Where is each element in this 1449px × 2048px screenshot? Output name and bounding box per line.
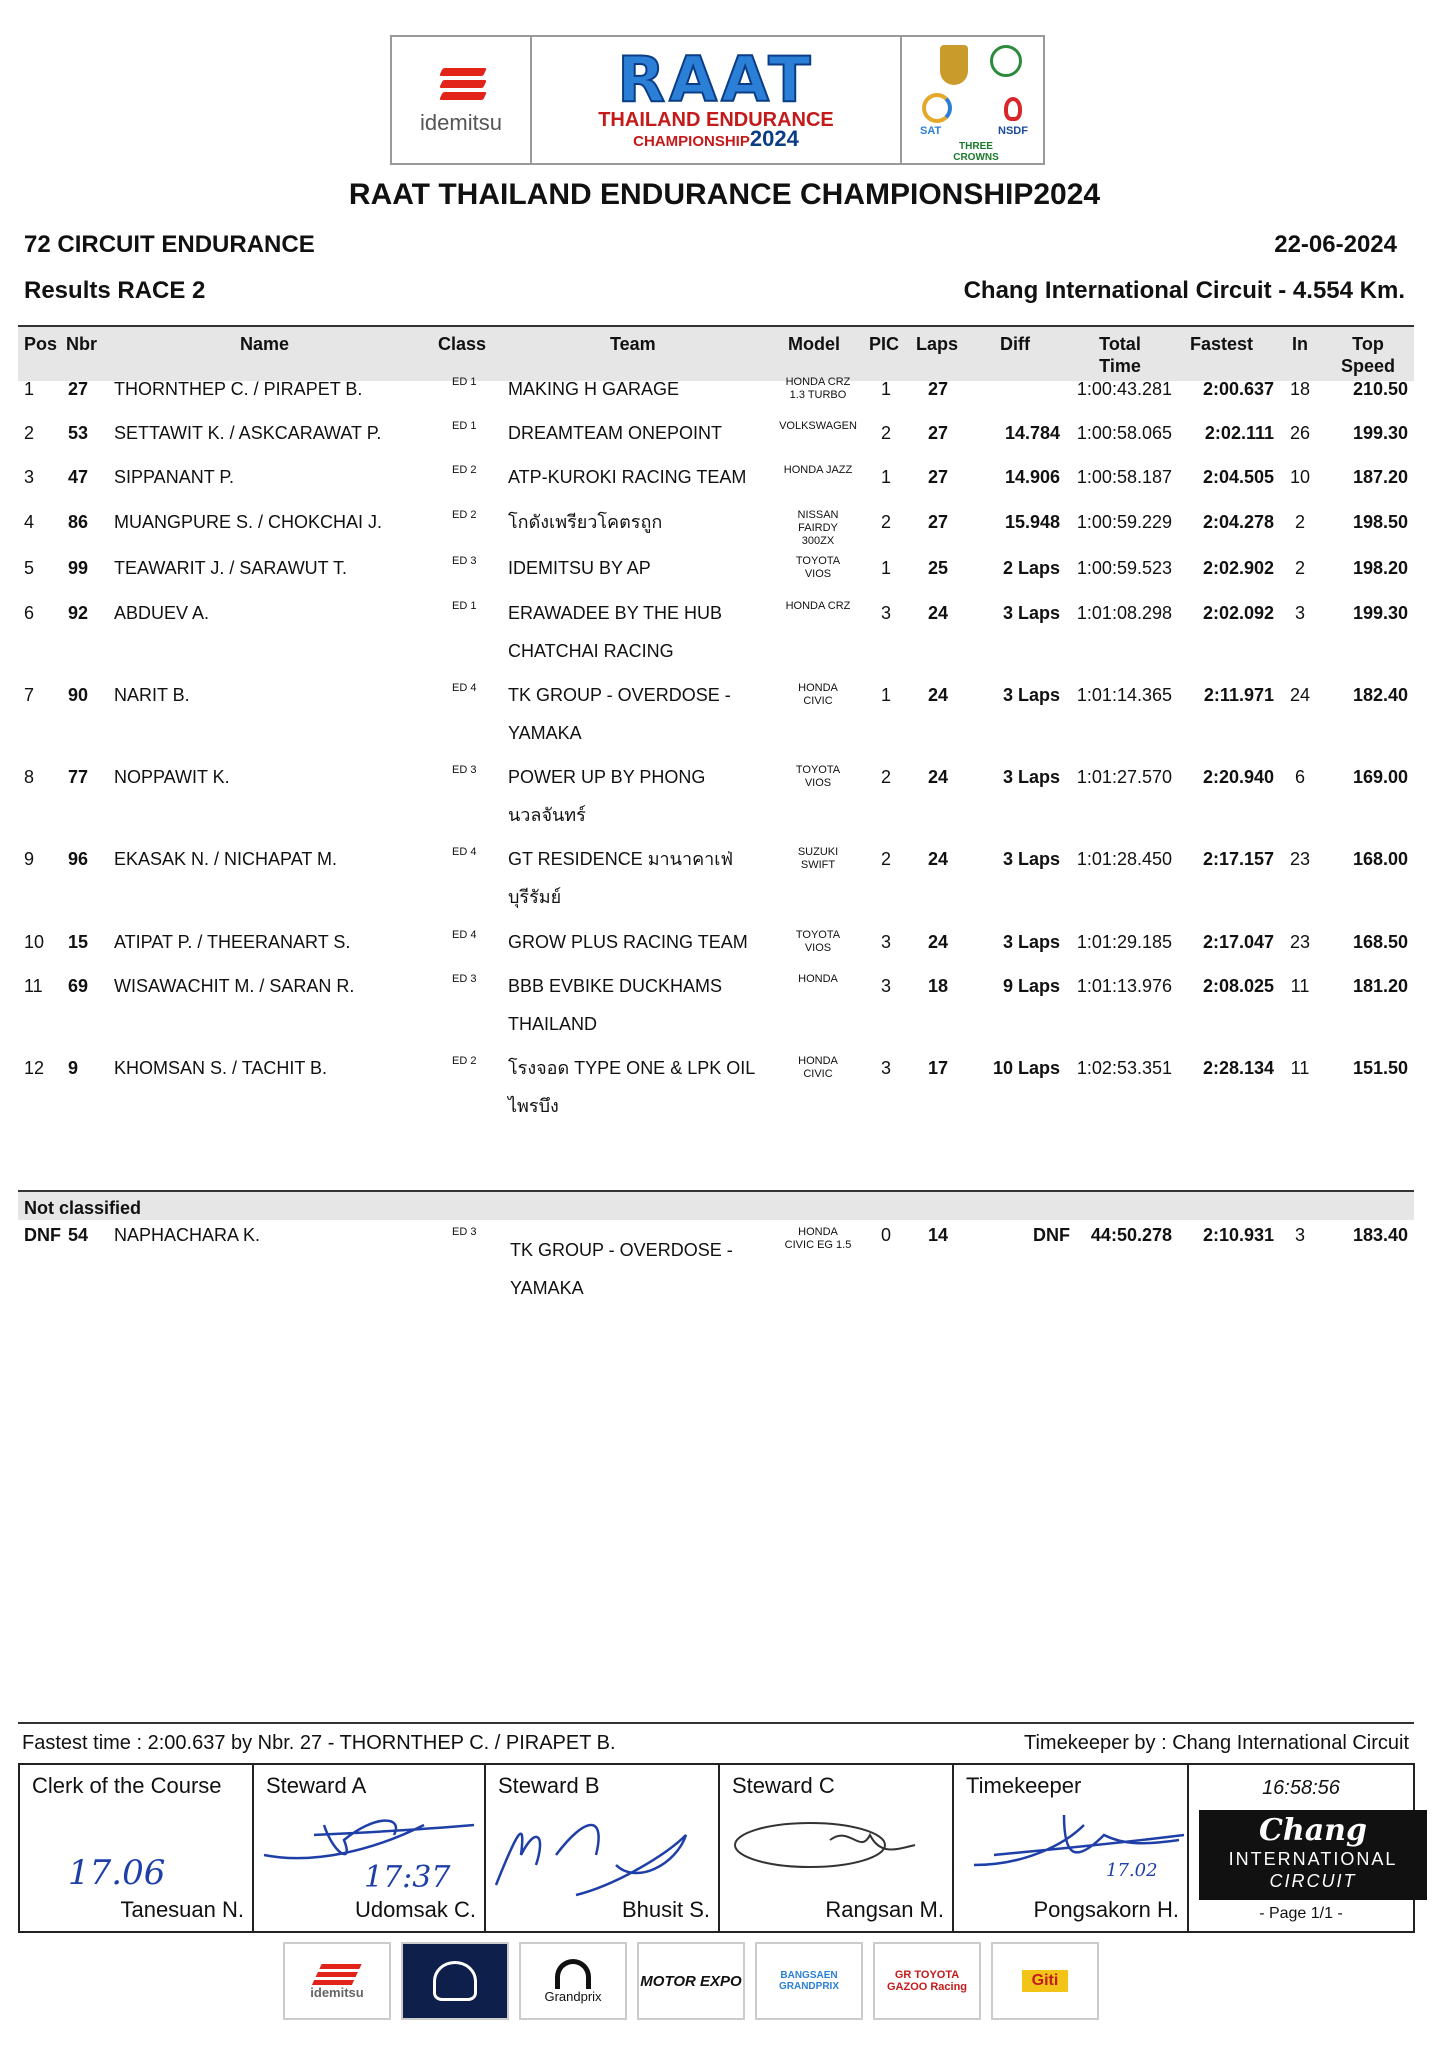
raat-logo [532, 37, 902, 163]
cell-fastest: 2:28.134 [1202, 1058, 1274, 1078]
cell-total: 1:01:08.298 [1076, 603, 1172, 623]
cell-laps: 24 [928, 685, 949, 705]
cell-diff: 14.906 [1004, 467, 1060, 487]
cell-diff: 3 Laps [1002, 767, 1060, 787]
not-classified-label: Not classified [24, 1198, 142, 1218]
cell-model: HONDA CIVIC [798, 1055, 838, 1080]
cell-diff: DNF [1033, 1225, 1070, 1245]
page-number: - Page 1/1 - [1259, 1905, 1343, 1922]
cell-team: GROW PLUS RACING TEAM [508, 932, 748, 952]
cell-in: 10 [1289, 467, 1311, 487]
cell-pic: 3 [881, 603, 892, 623]
g-icon [555, 1959, 591, 1989]
cell-class: ED 3 [452, 973, 477, 985]
sig-steward-c [720, 1765, 954, 1931]
cell-team: TK GROUP - OVERDOSE - YAMAKA [510, 1240, 733, 1298]
raat-logo-sub1: THAILAND ENDURANCE [598, 108, 834, 131]
cell-pic: 3 [881, 932, 892, 952]
cell-nbr: 47 [68, 467, 89, 487]
cell-diff: 3 Laps [1002, 932, 1060, 952]
page-title: RAAT THAILAND ENDURANCE CHAMPIONSHIP2024 [348, 178, 1101, 211]
cell-total: 44:50.278 [1090, 1225, 1172, 1245]
cell-diff: 14.784 [1004, 423, 1060, 443]
sig-name: Bhusit S. [621, 1897, 710, 1922]
flame-icon [433, 64, 489, 104]
cell-class: ED 3 [452, 1226, 477, 1238]
cell-speed: 198.20 [1352, 558, 1408, 578]
cell-speed: 182.40 [1352, 685, 1408, 705]
footer-divider [18, 1722, 1414, 1724]
cell-team: TK GROUP - OVERDOSE - YAMAKA [508, 685, 731, 743]
handwritten-date: 17.06 [68, 1853, 166, 1893]
cell-model: HONDA CIVIC [798, 682, 838, 707]
cell-team: IDEMITSU BY AP [508, 558, 651, 578]
circuit-name: Chang International Circuit - 4.554 Km. [963, 277, 1405, 304]
cell-in: 6 [1294, 767, 1305, 787]
cell-fastest: 2:08.025 [1202, 976, 1274, 996]
sponsor-idemitsu: idemitsu [283, 1942, 391, 2020]
sig-title: Steward A [266, 1773, 367, 1798]
col-nbr: Nbr [66, 334, 97, 354]
cell-pos: 2 [24, 423, 35, 443]
col-team: Team [610, 334, 656, 354]
cell-laps: 27 [928, 512, 949, 532]
raat-logo-sub2: CHAMPIONSHIP2024 [633, 125, 799, 151]
emblem-icon [990, 45, 1022, 77]
nsdf-logo-text: NSDF [998, 125, 1028, 137]
cell-model: TOYOTA VIOS [795, 555, 841, 580]
cell-total: 1:00:59.229 [1076, 512, 1172, 532]
cell-pic: 1 [881, 379, 892, 399]
cell-in: 2 [1294, 558, 1305, 578]
cell-speed: 151.50 [1352, 1058, 1408, 1078]
sig-clerk [20, 1765, 254, 1931]
cell-total: 1:00:59.523 [1076, 558, 1172, 578]
cell-pos: 5 [24, 558, 35, 578]
cell-in: 23 [1289, 849, 1311, 869]
cell-diff: 10 Laps [992, 1058, 1060, 1078]
not-classified-bar [18, 1190, 1414, 1220]
cell-name: TEAWARIT J. / SARAWUT T. [114, 558, 348, 578]
cell-name: ABDUEV A. [114, 603, 210, 623]
cell-pos: 12 [24, 1058, 45, 1078]
sig-name: Pongsakorn H. [1033, 1897, 1179, 1922]
cell-pos: DNF [24, 1225, 61, 1245]
sat-rings-icon [922, 93, 952, 123]
timekeeper-note: Timekeeper by : Chang International Circuit [1024, 1732, 1409, 1754]
cell-team: โกดังเพรียวโคตรถูก [508, 512, 663, 532]
cell-in: 23 [1289, 932, 1311, 952]
cell-name: MUANGPURE S. / CHOKCHAI J. [114, 512, 383, 532]
cell-pic: 2 [881, 512, 892, 532]
col-model: Model [788, 334, 840, 354]
cell-total: 1:01:29.185 [1076, 932, 1172, 952]
cell-speed: 187.20 [1352, 467, 1408, 487]
cell-in: 11 [1290, 1058, 1310, 1078]
cell-team: DREAMTEAM ONEPOINT [508, 423, 723, 443]
cell-fastest: 2:11.971 [1203, 685, 1274, 705]
cell-team: POWER UP BY PHONG นวลจันทร์ [508, 767, 706, 825]
cell-class: ED 1 [452, 600, 477, 612]
cell-in: 24 [1289, 685, 1311, 705]
cell-pic: 2 [881, 849, 892, 869]
cell-model: HONDA [798, 973, 838, 985]
cell-nbr: 96 [68, 849, 89, 869]
cell-laps: 24 [928, 849, 949, 869]
sponsor-grandprix: Grandprix [519, 1942, 627, 2020]
cell-nbr: 9 [68, 1058, 79, 1078]
cell-pic: 0 [881, 1225, 892, 1245]
cell-total: 1:01:28.450 [1076, 849, 1172, 869]
organizers-logos [902, 37, 1043, 163]
sig-name: Tanesuan N. [120, 1897, 244, 1922]
cell-total: 1:00:58.065 [1076, 423, 1172, 443]
cell-speed: 198.50 [1352, 512, 1408, 532]
cell-speed: 210.50 [1352, 379, 1408, 399]
cell-team: ERAWADEE BY THE HUB CHATCHAI RACING [508, 603, 723, 661]
cell-fastest: 2:02.902 [1202, 558, 1274, 578]
cell-fastest: 2:00.637 [1202, 379, 1274, 399]
signature-table [18, 1763, 1415, 1933]
cell-laps: 14 [928, 1225, 949, 1245]
cell-class: ED 2 [452, 509, 477, 521]
cell-model: HONDA CRZ 1.3 TURBO [785, 376, 851, 401]
cell-in: 26 [1289, 423, 1311, 443]
cell-laps: 17 [928, 1058, 949, 1078]
cell-laps: 24 [928, 767, 949, 787]
cell-team: GT RESIDENCE มานาคาเฟ่ บุรีรัมย์ [508, 849, 734, 907]
cell-pos: 10 [24, 932, 45, 952]
handwritten-time: 17:37 [364, 1860, 451, 1895]
col-pos: Pos [24, 334, 58, 354]
sponsor-bangsaen: BANGSAEN GRANDPRIX [755, 1942, 863, 2020]
cell-pos: 4 [24, 512, 35, 532]
cell-total: 1:01:27.570 [1076, 767, 1172, 787]
col-laps: Laps [916, 334, 959, 354]
sig-steward-a [254, 1765, 486, 1931]
cell-laps: 27 [928, 379, 949, 399]
cell-speed: 183.40 [1352, 1225, 1408, 1245]
cell-nbr: 15 [68, 932, 89, 952]
cell-model: HONDA CIVIC EG 1.5 [784, 1226, 852, 1251]
cell-name: THORNTHEP C. / PIRAPET B. [114, 379, 363, 399]
cell-model: HONDA CRZ [785, 600, 851, 612]
cell-model: SUZUKI SWIFT [797, 846, 839, 871]
col-fastest: Fastest [1190, 334, 1254, 354]
cell-name: SETTAWIT K. / ASKCARAWAT P. [114, 423, 382, 443]
cell-class: ED 2 [452, 1055, 477, 1067]
cell-name: NOPPAWIT K. [114, 767, 230, 787]
cell-pic: 1 [881, 467, 892, 487]
cell-name: NARIT B. [114, 685, 190, 705]
cell-total: 1:00:58.187 [1076, 467, 1172, 487]
cell-model: TOYOTA VIOS [795, 929, 841, 954]
cell-pic: 3 [881, 976, 892, 996]
cell-fastest: 2:04.505 [1202, 467, 1274, 487]
sponsor-logos [283, 1942, 1099, 2020]
cell-team: โรงจอด TYPE ONE & LPK OIL ไพรบึง [508, 1058, 756, 1116]
cell-diff: 3 Laps [1002, 603, 1060, 623]
idemitsu-logo-text: idemitsu [420, 110, 502, 135]
cell-in: 3 [1294, 1225, 1305, 1245]
handwritten-time: 17.02 [1106, 1860, 1158, 1881]
col-total: Total Time [1099, 334, 1141, 376]
signature-icon [486, 1795, 718, 1905]
cell-pos: 8 [24, 767, 35, 787]
cell-speed: 169.00 [1352, 767, 1408, 787]
cell-pic: 3 [881, 1058, 892, 1078]
chang-circuit-logo: Chang INTERNATIONAL CIRCUIT [1199, 1810, 1427, 1900]
cell-nbr: 54 [68, 1225, 89, 1245]
print-time: 16:58:56 [1262, 1777, 1340, 1799]
cell-laps: 24 [928, 932, 949, 952]
cell-class: ED 4 [452, 929, 477, 941]
cell-nbr: 90 [68, 685, 89, 705]
cell-pic: 1 [881, 685, 892, 705]
signature-icon [720, 1805, 952, 1885]
cell-team: ATP-KUROKI RACING TEAM [508, 467, 747, 487]
cell-laps: 27 [928, 467, 949, 487]
event-name: 72 CIRCUIT ENDURANCE [24, 231, 315, 258]
cell-total: 1:00:43.281 [1076, 379, 1172, 399]
cell-pos: 9 [24, 849, 35, 869]
cell-team: MAKING H GARAGE [508, 379, 680, 399]
sig-title: Steward C [732, 1773, 835, 1798]
sponsor-giti: Giti [991, 1942, 1099, 2020]
cell-diff: 2 Laps [1002, 558, 1060, 578]
cell-speed: 168.00 [1352, 849, 1408, 869]
cell-speed: 199.30 [1352, 423, 1408, 443]
cell-model: VOLKSWAGEN [779, 420, 857, 432]
idemitsu-logo [392, 37, 532, 163]
cell-pos: 1 [24, 379, 35, 399]
cell-pos: 7 [24, 685, 35, 705]
cell-class: ED 4 [452, 682, 477, 694]
sig-title: Steward B [498, 1773, 600, 1798]
cell-fastest: 2:17.047 [1202, 932, 1274, 952]
cell-speed: 168.50 [1352, 932, 1408, 952]
crest-icon [940, 45, 968, 85]
cell-fastest: 2:20.940 [1202, 767, 1274, 787]
cell-laps: 24 [928, 603, 949, 623]
col-top-speed: Top Speed [1340, 334, 1396, 376]
cell-model: HONDA JAZZ [783, 464, 853, 476]
cell-diff: 3 Laps [1002, 685, 1060, 705]
sig-title: Timekeeper [966, 1773, 1082, 1798]
cell-name: SIPPANANT P. [114, 467, 235, 487]
cell-diff: 15.948 [1004, 512, 1060, 532]
cell-nbr: 92 [68, 603, 89, 623]
cell-nbr: 69 [68, 976, 89, 996]
cell-fastest: 2:02.092 [1202, 603, 1274, 623]
cell-name: EKASAK N. / NICHAPAT M. [114, 849, 338, 869]
cell-class: ED 1 [452, 420, 477, 432]
cell-nbr: 99 [68, 558, 89, 578]
cell-in: 18 [1289, 379, 1311, 399]
cell-speed: 181.20 [1352, 976, 1408, 996]
cell-nbr: 53 [68, 423, 89, 443]
fastest-time-note: Fastest time : 2:00.637 by Nbr. 27 - THORNTHEP C. / PIRAPET B. [22, 1732, 616, 1754]
cell-model: NISSAN FAIRDY 300ZX [797, 509, 839, 547]
cell-fastest: 2:04.278 [1202, 512, 1274, 532]
cell-class: ED 1 [452, 376, 477, 388]
col-diff: Diff [1000, 334, 1030, 354]
cell-nbr: 27 [68, 379, 89, 399]
col-in: In [1292, 334, 1308, 354]
event-date: 22-06-2024 [1274, 231, 1397, 258]
sponsor-motor-expo: MOTOR EXPO [637, 1942, 745, 2020]
cell-fastest: 2:02.111 [1204, 423, 1274, 443]
cell-class: ED 3 [452, 764, 477, 776]
cell-pic: 2 [881, 767, 892, 787]
cell-pos: 3 [24, 467, 35, 487]
sig-name: Udomsak C. [354, 1897, 476, 1922]
cell-in: 3 [1294, 603, 1305, 623]
sponsor-emblem [401, 1942, 509, 2020]
cell-speed: 199.30 [1352, 603, 1408, 623]
chang-cell [1189, 1765, 1413, 1931]
three-crowns-logo: THREE CROWNS [953, 141, 999, 163]
cell-total: 1:02:53.351 [1076, 1058, 1172, 1078]
cell-team: BBB EVBIKE DUCKHAMS THAILAND [508, 976, 723, 1034]
cell-in: 11 [1290, 976, 1310, 996]
raat-logo-text: RAAT [617, 42, 815, 116]
col-pic: PIC [869, 334, 900, 354]
cell-class: ED 3 [452, 555, 477, 567]
cell-diff: 3 Laps [1002, 849, 1060, 869]
header-banner [390, 35, 1045, 165]
sig-steward-b [486, 1765, 720, 1931]
cell-name: WISAWACHIT M. / SARAN R. [114, 976, 355, 996]
col-name: Name [240, 334, 290, 354]
cell-class: ED 4 [452, 846, 477, 858]
cell-nbr: 86 [68, 512, 89, 532]
cell-laps: 27 [928, 423, 949, 443]
cell-model: TOYOTA VIOS [795, 764, 841, 789]
sat-logo-text: SAT [920, 125, 942, 137]
cell-pos: 11 [24, 976, 43, 996]
cell-diff: 9 Laps [1002, 976, 1060, 996]
cell-name: ATIPAT P. / THEERANART S. [114, 932, 351, 952]
elephant-icon [433, 1961, 477, 2001]
cell-in: 2 [1294, 512, 1305, 532]
sig-name: Rangsan M. [825, 1897, 944, 1922]
nsdf-icon [1004, 97, 1022, 121]
cell-pic: 1 [881, 558, 892, 578]
cell-total: 1:01:14.365 [1076, 685, 1172, 705]
sig-title: Clerk of the Course [32, 1773, 222, 1798]
cell-fastest: 2:10.931 [1202, 1225, 1274, 1245]
cell-pic: 2 [881, 423, 892, 443]
cell-fastest: 2:17.157 [1202, 849, 1274, 869]
results-title: Results RACE 2 [24, 277, 206, 304]
cell-class: ED 2 [452, 464, 477, 476]
cell-laps: 18 [928, 976, 949, 996]
cell-name: NAPHACHARA K. [114, 1225, 261, 1245]
cell-name: KHOMSAN S. / TACHIT B. [114, 1058, 328, 1078]
cell-nbr: 77 [68, 767, 89, 787]
cell-laps: 25 [928, 558, 949, 578]
cell-pos: 6 [24, 603, 35, 623]
col-class: Class [438, 334, 487, 354]
sig-timekeeper [954, 1765, 1189, 1931]
cell-total: 1:01:13.976 [1076, 976, 1172, 996]
sponsor-toyota-gr: GR TOYOTA GAZOO Racing [873, 1942, 981, 2020]
